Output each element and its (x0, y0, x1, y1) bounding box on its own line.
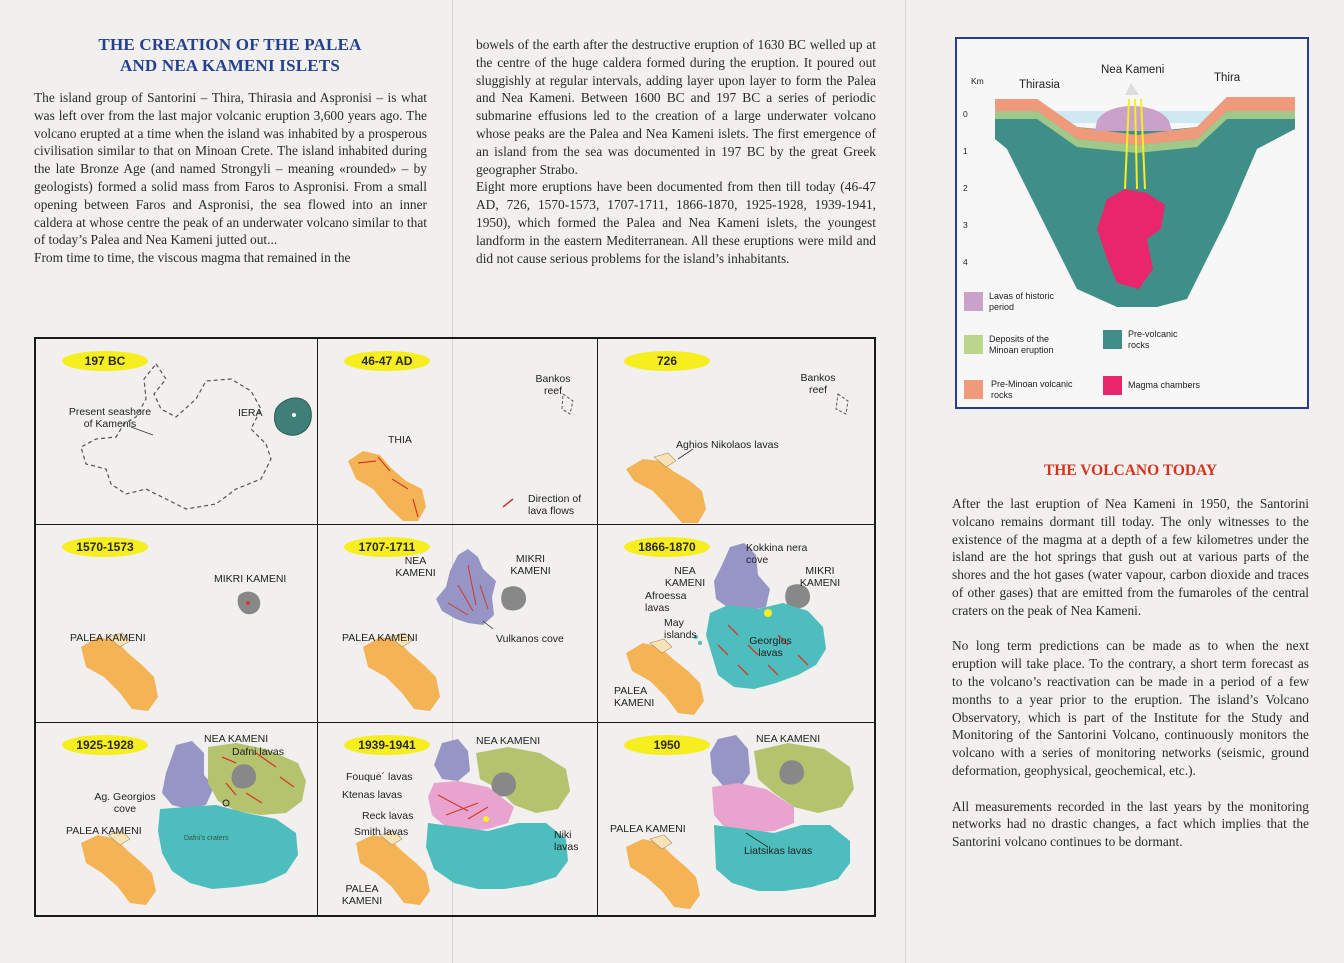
paragraph: bowels of the earth after the destructive eruption of 1630 BC welled up at the centre of the huge caldera formed during the eruption. It poured out sluggishly at regular intervals, adding layer upon layer to form the Palea and Nea Kameni. Between 1600 BC and 197 BC a series of periodic submarine effusions led to the creation of a large underwater volcano whose peaks are the Palea and Nea Kameni islets. The first emergence of an island from the sea was documented in 197 BC by the great Greek geographer Strabo. (476, 37, 876, 177)
year-badge: 1707-1711 (344, 537, 430, 557)
label: PALEA KAMENI (66, 825, 142, 837)
paragraph: From time to time, the viscous magma that remained in the (34, 250, 351, 266)
depth-tick: 0 (963, 109, 968, 119)
year-badge: 1570-1573 (62, 537, 148, 557)
legend-swatch (1103, 330, 1122, 349)
map-1866-1870 (598, 525, 878, 722)
legend-swatch (1103, 376, 1122, 395)
legend-swatch (964, 292, 983, 311)
label: MIKRI KAMENI (510, 553, 551, 577)
depth-tick: 2 (963, 183, 968, 193)
label: THIA (388, 434, 412, 446)
label: NEA KAMENI (204, 733, 269, 745)
paragraph: Eight more eruptions have been documented from then till today (46-47 AD, 726, 1570-1573, 1707-1711, 1866-1870, 1925-1928, 1939-1941, 1950), which formed the Palea and Nea Kameni islets, the youngest landform in the eastern Mediterranean. All these eruptions were mild and did not cause serious problems for the island’s inhabitants. (476, 179, 876, 266)
label: Thira (1214, 72, 1241, 84)
volcano-cross-section (955, 37, 1309, 409)
year-badge: 46-47 AD (344, 351, 430, 371)
label: Nea Kameni (1101, 64, 1165, 76)
label: Niki lavas (554, 829, 579, 853)
year-badge: 1950 (624, 735, 710, 755)
label: Direction of lava flows (528, 493, 582, 517)
depth-tick: 1 (963, 146, 968, 156)
map-1707-1711 (318, 525, 598, 722)
map-1570-1573 (36, 525, 316, 722)
map-1939-1941 (318, 723, 598, 915)
legend-swatch (964, 335, 983, 354)
label: May islands (664, 617, 697, 641)
label: NEA KAMENI (395, 555, 436, 579)
map-726 (598, 339, 878, 524)
section-title: THE VOLCANO TODAY (1043, 462, 1218, 479)
map-1925-1928 (36, 723, 316, 915)
paragraph: All measurements recorded in the last years by the monitoring networks had no drastic changes, a fact which implies that the Santorini volcano continues to be dormant. (952, 798, 1309, 850)
today-text (952, 495, 1309, 851)
label: PALEA KAMENI (341, 883, 383, 907)
label: Thirasia (1019, 79, 1060, 91)
depth-tick: 4 (963, 257, 968, 267)
label: Aghios Nikolaos lavas (676, 439, 779, 451)
year-badge: 197 BC (62, 351, 148, 371)
label: Reck lavas (362, 810, 414, 822)
label: Bankos reef (800, 372, 836, 396)
paragraph: The island group of Santorini – Thira, Thirasia and Aspronisi – is what was left over from the last major volcanic eruption 3,600 years ago. The volcano erupted at a time when the island was inhabited by a prosperous civilisation similar to that on Minoan Crete. The island inhabited during the late Bronze Age (and named Strongyli – meaning «rounded» – by geologists) formed a solid mass from Faros to Aspronisi. From a small opening between Faros and Aspronisi, the sea flowed into an inner caldera at whose centre the peak of an underwater volcano similar to that of today’s Palea and Nea Kameni jutted out... (34, 90, 427, 248)
legend-label: Deposits of the Minoan eruption (989, 334, 1054, 355)
label: IERA (238, 407, 263, 419)
label: Fouque´ lavas (346, 771, 413, 783)
label: MIKRI KAMENI (799, 565, 841, 589)
history-text (476, 36, 876, 267)
year-badge: 1939-1941 (344, 735, 430, 755)
label: PALEA KAMENI (614, 685, 655, 709)
paragraph: No long term predictions can be made as to when the next eruption will take place. To the contrary, a short term forecast as to the volcano’s reactivation can be made in a period of a few months to a year prior to the eruption. The island’s Volcano Observatory, which is part of the Institute for the Study and Monitoring of the Santorini Volcano, continuously monitors the volcano with a series of monitoring networks (seismic, ground deformation, geophysical, geochemical, etc.). (952, 638, 1309, 778)
label: Afroessa lavas (645, 590, 687, 614)
legend-label: Lavas of historic period (989, 291, 1055, 312)
label: Georgios lavas (749, 635, 792, 659)
label: Liatsikas lavas (744, 845, 813, 857)
label: NEA KAMENI (664, 565, 706, 589)
label: Present seashore of Kamenis (68, 406, 152, 430)
legend-label: Pre-Minoan volcanic rocks (991, 379, 1073, 400)
intro-text (34, 89, 427, 267)
label: NEA KAMENI (756, 733, 821, 745)
map-197bc (36, 339, 316, 524)
label: Dafni's craters (184, 835, 229, 842)
legend-label: Magma chambers (1128, 380, 1201, 390)
label: Ag. Georgios cove (94, 791, 156, 815)
label: Vulkanos cove (496, 633, 564, 645)
label: Ktenas lavas (342, 789, 403, 801)
eruption-map-grid (34, 337, 876, 917)
depth-tick: 3 (963, 220, 968, 230)
label: PALEA KAMENI (70, 632, 146, 644)
label: Kokkina nera cove (746, 542, 808, 566)
year-badge: 726 (624, 351, 710, 371)
label: NEA KAMENI (476, 735, 541, 747)
label: Smith lavas (354, 826, 409, 838)
label: MIKRI KAMENI (214, 573, 287, 585)
page-fold (905, 0, 906, 963)
label: Bankos reef (535, 373, 571, 397)
label: Dafni lavas (232, 746, 284, 758)
map-1950 (598, 723, 878, 915)
year-badge: 1925-1928 (62, 735, 148, 755)
map-46-47ad (318, 339, 598, 524)
year-badge: 1866-1870 (624, 537, 710, 557)
axis-unit: Km (971, 76, 984, 86)
legend-swatch (964, 380, 983, 399)
label: PALEA KAMENI (610, 823, 686, 835)
label: PALEA KAMENI (342, 632, 418, 644)
page-title: THE CREATION OF THE PALEA AND NEA KAMENI ISLETS (98, 35, 362, 75)
legend-label: Pre-volcanic rocks (1128, 329, 1178, 350)
paragraph: After the last eruption of Nea Kameni in 1950, the Santorini volcano remains dormant till today. The only witnesses to the existence of the magma at a depth of a few kilometres under the island are the hot springs that gush out at various parts of the shores and the hot gases (water vapour, carbon dioxide and traces of other gases) that are emitted from the fumaroles of the central craters on the peak of Nea Kameni. (952, 496, 1309, 618)
